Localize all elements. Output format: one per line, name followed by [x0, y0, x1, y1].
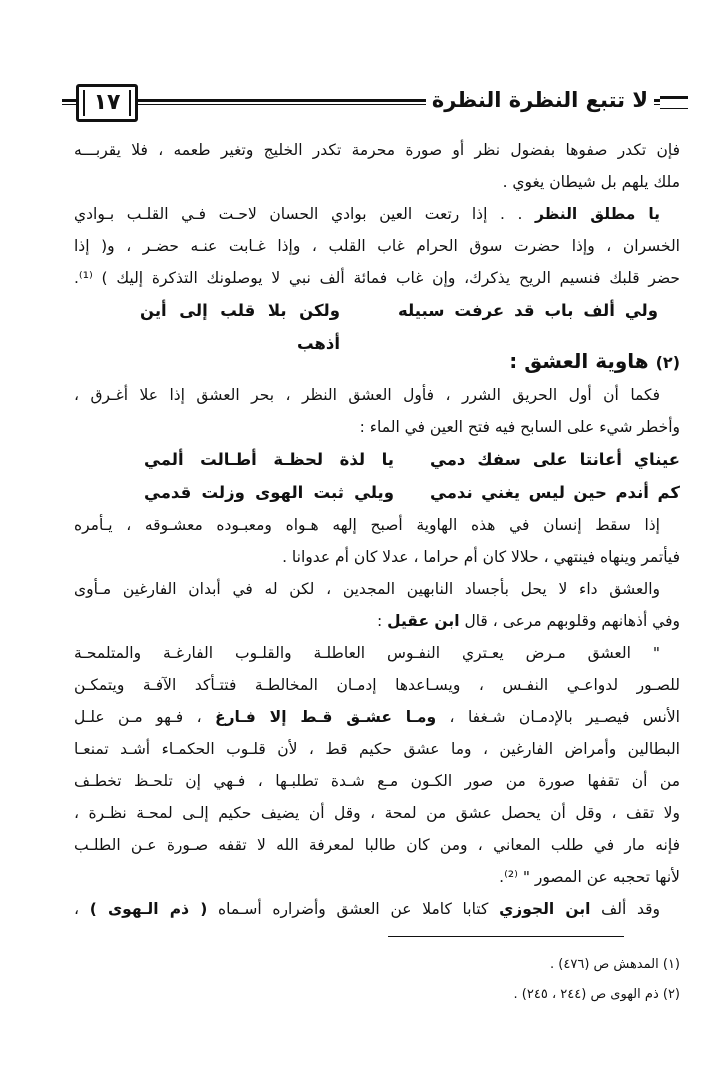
- footnote: (١) المدهش ص (٤٧٦) .: [550, 957, 680, 972]
- text-line: " العشق مـرض يعـتري النفـوس العاطلـة والقلـوب الفارغـة والمتلمحـة: [74, 644, 660, 662]
- text-line: فإن تكدر صفوها بفضول نظر أو صورة محرمة تكدر الخليج وتغير طعمه ، فلا يقربـــه: [74, 141, 680, 159]
- text-line: إذا سقط إنسان في هذه الهاوية أصبح إلهه هـواه ومعبـوده معشـوقه ، يـأمره: [74, 516, 660, 534]
- footnotes: [74, 950, 680, 1010]
- body-text: [74, 134, 680, 925]
- text-line: وفي أذهانهم وقلوبهم مرعى ، قال ابن عقيل :: [376, 612, 680, 630]
- text-line: ولا تقف ، وقل أن يحصل عشق من لمحة ، وقل أن يضيف حكيم إلـى لمحـة نظـرة ،: [74, 804, 680, 822]
- text-line: من أن تقفها صورة من صور الكـون مـع شـدة تطلبـها ، فـهي إن تلحـظ تخطـف: [74, 772, 680, 790]
- verse-hemistich: عيناي أعانتا على سفك دمي: [430, 450, 680, 469]
- bold-phrase: ومـا عشـق قـط إلا فـارغ: [215, 708, 437, 726]
- text-line: والعشق داء لا يحل بأجساد النابهين المجدين ، لكن له في أبدان الفارغين مـأوى: [74, 580, 660, 598]
- text-line: وأخطر شيء على السابح فيه فتح العين في الماء :: [359, 418, 680, 436]
- text-line: البطالين وأمراض الفارغين ، وما عشق حكيم قط ، لأن قلـوب الحكمـاء أشـد تمنعـا: [74, 740, 680, 758]
- footnote: (٢) ذم الهوى ص (٢٤٤ ، ٢٤٥) .: [513, 987, 680, 1002]
- verse-hemistich: ويلي ثبت الهوى وزلت قدمي: [144, 483, 394, 502]
- text-line: ملك يلهم بل شيطان يغوي .: [502, 173, 680, 191]
- verse-line: [74, 476, 680, 509]
- text-line: للصـور لدواعـي النفـس ، ويسـاعدها إدمـان المخالطـة فتتـأكد الآفـة ويتمكـن: [74, 676, 680, 694]
- text-line: حضر قلبك فنسيم الريح يذكرك، وإن غاب فمائة ألف نبي لا يوصلونك التذكرة إليك ) ⁽¹⁾.: [74, 269, 680, 287]
- bold-phrase: يا مطلق النظر: [535, 205, 660, 223]
- verse-hemistich: كم أندم حين ليس يغني ندمي: [430, 483, 680, 502]
- bold-name: ابن الجوزي: [499, 900, 591, 918]
- text-line: الأنس فيصـير بالإدمـان شـغفا ، ومـا عشـق قـط إلا فـارغ ، فـهو مـن علـل: [74, 708, 680, 726]
- page-number: ١٧: [76, 84, 138, 122]
- section-title: هاوية العشق :: [509, 349, 649, 373]
- verse-hemistich: ولكن بلا قلب إلى أين أذهب: [140, 301, 340, 353]
- text-line: وقد ألف ابن الجوزي كتابا كاملا عن العشق وأضراره أسـماه ( ذم الـهوى ) ،: [74, 900, 660, 918]
- footnote-separator: [388, 936, 624, 937]
- running-title: لا تتبع النظرة النظرة: [426, 82, 654, 118]
- text-line: يا مطلق النظر . . إذا رتعت العين بوادي الحسان لاحـت فـي القلـب بـوادي: [74, 205, 660, 223]
- header-end-dash: [660, 96, 688, 109]
- text-line: فكما أن أول الحريق الشرر ، فأول العشق النظر ، بحر العشق إذا علا أغـرق ،: [74, 386, 660, 404]
- verse-hemistich: يا لذة لحظـة أطـالت ألمي: [144, 450, 394, 469]
- text-line: الخسران ، وإذا حضرت سوق الحرام غاب القلب ، وإذا غـابت عنـه حضـر ، و( إذا: [74, 237, 680, 255]
- text-line: فيأتمر وينهاه فينتهي ، حلالا كان أم حراما ، عدلا كان أم عدوانا .: [282, 548, 680, 566]
- bold-name: ابن عقيل: [387, 612, 460, 630]
- section-number: (٢): [655, 353, 680, 372]
- verse-hemistich: ولي ألف باب قد عرفت سبيله: [398, 301, 658, 320]
- verse-line: [74, 443, 680, 476]
- page-header: [62, 82, 688, 122]
- bold-book-title: ( ذم الـهوى ): [89, 900, 208, 918]
- verse-line: [74, 294, 680, 353]
- text-line: فإنه مار في طلب المعاني ، ومن كان طالبا لمعرفة الله لا تقفه صـورة عـن الطلـب: [74, 836, 680, 854]
- text-line: لأنها تحجبه عن المصور " ⁽²⁾.: [499, 868, 680, 886]
